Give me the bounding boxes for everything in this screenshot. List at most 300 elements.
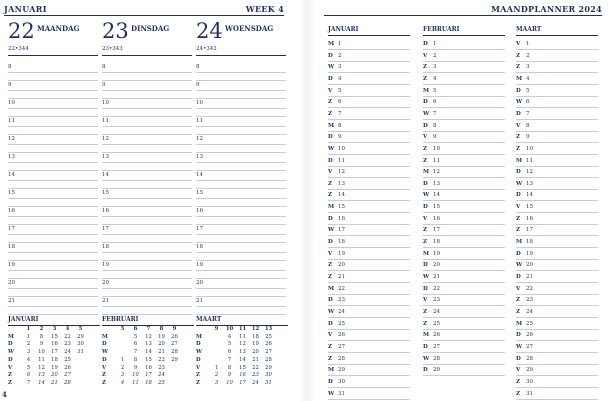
planner-day-row[interactable] — [328, 97, 410, 109]
week-number: 5 — [78, 326, 83, 332]
hour-slot[interactable] — [102, 82, 192, 100]
hour-slot[interactable] — [102, 262, 192, 280]
hour-slot[interactable] — [102, 64, 192, 82]
date-cell[interactable]: 8 — [227, 364, 232, 371]
date-cell[interactable]: 5 — [227, 341, 232, 348]
hour-slot[interactable] — [8, 100, 98, 118]
date-cell[interactable]: 19 — [252, 341, 259, 348]
planner-day-row[interactable] — [328, 39, 410, 51]
planner-day-row[interactable] — [516, 249, 598, 261]
date-cell[interactable]: 13 — [38, 372, 45, 379]
planner-day-row[interactable] — [516, 86, 598, 98]
planner-day-row[interactable] — [423, 354, 505, 366]
weekday-initial: W — [423, 110, 430, 117]
day-number: 6 — [338, 99, 342, 106]
date-cell[interactable]: 21 — [158, 349, 165, 356]
planner-day-row[interactable] — [328, 295, 410, 307]
hour-slot[interactable] — [102, 226, 192, 244]
planner-day-row[interactable] — [328, 330, 410, 342]
planner-day-row[interactable] — [516, 144, 598, 156]
mini-calendar-row — [196, 372, 275, 380]
date-cell[interactable]: 3 — [120, 372, 125, 379]
date-cell[interactable]: 2 — [26, 341, 31, 348]
date-cell[interactable]: 31 — [265, 379, 272, 386]
day-number: 15 — [338, 204, 345, 211]
planner-day-row[interactable] — [516, 295, 598, 307]
hour-slot[interactable] — [8, 172, 98, 190]
hour-slot[interactable] — [196, 244, 286, 262]
date-cell[interactable]: 8 — [133, 356, 138, 363]
date-cell[interactable]: 14 — [239, 356, 246, 363]
hour-slot[interactable] — [196, 64, 286, 82]
date-cell[interactable]: 31 — [77, 349, 84, 356]
planner-day-row[interactable] — [423, 97, 505, 109]
hour-slot[interactable] — [102, 280, 192, 298]
hour-slot[interactable] — [196, 172, 286, 190]
hour-label: 17 — [8, 226, 15, 232]
date-cell[interactable]: 24 — [64, 349, 71, 356]
planner-day-row[interactable] — [423, 365, 505, 377]
planner-day-row[interactable] — [516, 202, 598, 214]
date-cell[interactable]: 15 — [239, 364, 246, 371]
date-cell[interactable]: 17 — [145, 372, 152, 379]
planner-day-row[interactable] — [328, 237, 410, 249]
date-cell[interactable]: 26 — [265, 341, 272, 348]
hour-slot[interactable] — [102, 118, 192, 136]
planner-day-row[interactable] — [423, 307, 505, 319]
hour-slot[interactable] — [8, 190, 98, 208]
half-hour-line — [196, 80, 286, 81]
weekday-initial: Z — [423, 227, 428, 234]
hour-slot[interactable] — [196, 118, 286, 136]
hour-label: 15 — [102, 190, 109, 196]
date-cell[interactable]: 21 — [51, 379, 58, 386]
day-number: 2 — [433, 52, 437, 59]
planner-day-row[interactable] — [516, 109, 598, 121]
hour-slot[interactable] — [196, 208, 286, 226]
planner-day-row[interactable] — [328, 284, 410, 296]
date-cell[interactable]: 23 — [64, 341, 71, 348]
weekday-initial: V — [328, 169, 333, 176]
planner-day-row[interactable] — [423, 109, 505, 121]
hour-line — [102, 288, 192, 289]
date-cell[interactable] — [210, 357, 223, 365]
date-cell[interactable]: 25 — [64, 356, 71, 363]
hour-slot[interactable] — [8, 226, 98, 244]
date-cell[interactable]: 1 — [26, 333, 31, 340]
day-number: 9 — [338, 134, 342, 141]
weekday-initial: Z — [423, 239, 428, 246]
planner-day-row[interactable] — [423, 86, 505, 98]
planner-day-row[interactable] — [423, 202, 505, 214]
planner-day-row[interactable] — [328, 156, 410, 168]
month-planner-page — [316, 0, 610, 401]
planner-day-row[interactable] — [423, 121, 505, 133]
hour-slot[interactable] — [196, 100, 286, 118]
planner-day-row[interactable] — [516, 51, 598, 63]
date-cell[interactable]: 22 — [158, 356, 165, 363]
day-number: 10 — [526, 145, 533, 152]
planner-day-row[interactable] — [423, 190, 505, 202]
planner-day-row[interactable] — [516, 354, 598, 366]
planner-day-row[interactable] — [516, 74, 598, 86]
date-cell[interactable]: 27 — [171, 341, 178, 348]
weekday-initial: D — [423, 122, 428, 129]
date-cell[interactable] — [210, 349, 223, 357]
date-cell[interactable]: 19 — [158, 333, 165, 340]
hour-slot[interactable] — [196, 136, 286, 154]
day-number: 11 — [526, 157, 533, 164]
hour-slot[interactable] — [196, 262, 286, 280]
date-cell[interactable] — [74, 357, 87, 365]
date-cell[interactable]: 9 — [133, 364, 138, 371]
hour-slot[interactable] — [102, 136, 192, 154]
hour-slot[interactable] — [8, 298, 98, 316]
planner-day-row[interactable] — [328, 132, 410, 144]
planner-day-row[interactable] — [328, 365, 410, 377]
planner-day-row[interactable] — [423, 330, 505, 342]
hour-slot[interactable] — [102, 100, 192, 118]
date-cell[interactable]: 9 — [39, 341, 44, 348]
planner-day-row[interactable] — [516, 62, 598, 74]
date-cell[interactable]: 28 — [265, 356, 272, 363]
planner-day-row[interactable] — [328, 179, 410, 191]
date-cell[interactable]: 26 — [64, 364, 71, 371]
hour-line — [102, 72, 192, 73]
date-cell[interactable]: 27 — [64, 372, 71, 379]
planner-day-row[interactable] — [423, 249, 505, 261]
planner-day-row[interactable] — [516, 214, 598, 226]
date-cell[interactable]: 2 — [120, 364, 125, 371]
planner-day-row[interactable] — [516, 330, 598, 342]
planner-day-row[interactable] — [423, 167, 505, 179]
hour-slot[interactable] — [196, 298, 286, 316]
date-cell[interactable]: 29 — [265, 364, 272, 371]
planner-day-row[interactable] — [516, 260, 598, 272]
planner-day-row[interactable] — [423, 74, 505, 86]
day-number: 18 — [526, 239, 533, 246]
date-cell[interactable]: 25 — [265, 333, 272, 340]
hour-slot[interactable] — [8, 244, 98, 262]
planner-day-row[interactable] — [423, 342, 505, 354]
date-cell[interactable]: 12 — [239, 341, 246, 348]
month-heading: JANUARI — [4, 4, 47, 14]
planner-day-row[interactable] — [516, 156, 598, 168]
date-cell[interactable]: 5 — [133, 333, 138, 340]
planner-day-row[interactable] — [328, 377, 410, 389]
planner-day-row[interactable] — [516, 167, 598, 179]
planner-day-row[interactable] — [516, 237, 598, 249]
date-cell[interactable]: 22 — [252, 364, 259, 371]
planner-day-row[interactable] — [516, 190, 598, 202]
planner-day-row[interactable] — [423, 237, 505, 249]
hour-slot[interactable] — [102, 190, 192, 208]
day-number: 11 — [433, 157, 440, 164]
planner-day-row[interactable] — [328, 260, 410, 272]
planner-day-row[interactable] — [328, 121, 410, 133]
hour-label: 11 — [196, 118, 203, 124]
date-cell[interactable]: 30 — [77, 341, 84, 348]
day-number: 6 — [526, 99, 530, 106]
hour-slot[interactable] — [102, 244, 192, 262]
date-cell[interactable]: 14 — [145, 349, 152, 356]
planner-day-row[interactable] — [328, 109, 410, 121]
weekday-initial: D — [516, 192, 521, 199]
date-cell[interactable] — [168, 372, 181, 380]
date-cell[interactable]: 8 — [39, 333, 44, 340]
date-cell[interactable]: 6 — [133, 341, 138, 348]
date-cell[interactable]: 20 — [51, 372, 58, 379]
planner-day-row[interactable] — [328, 62, 410, 74]
hour-slot[interactable] — [102, 208, 192, 226]
day-number: 22 — [526, 285, 533, 292]
date-cell[interactable]: 10 — [38, 349, 45, 356]
hour-slot[interactable] — [8, 154, 98, 172]
date-cell[interactable] — [210, 334, 223, 342]
date-cell[interactable]: 16 — [51, 341, 58, 348]
weekday-initial: M — [516, 157, 523, 164]
hour-label: 12 — [102, 136, 109, 142]
planner-day-row[interactable] — [328, 190, 410, 202]
hour-slot[interactable] — [196, 154, 286, 172]
date-cell[interactable]: 12 — [38, 364, 45, 371]
hour-slot[interactable] — [102, 298, 192, 316]
date-cell[interactable]: 19 — [51, 364, 58, 371]
week-number: 12 — [251, 326, 260, 332]
date-cell[interactable]: 6 — [26, 372, 31, 379]
day-number: 4 — [526, 75, 530, 82]
planner-day-row[interactable] — [328, 307, 410, 319]
planner-day-row[interactable] — [516, 121, 598, 133]
date-cell[interactable]: 11 — [239, 333, 246, 340]
date-cell[interactable]: 29 — [171, 356, 178, 363]
hour-label: 8 — [196, 64, 200, 70]
date-cell[interactable]: 17 — [239, 379, 246, 386]
planner-day-row[interactable] — [328, 51, 410, 63]
hour-label: 15 — [196, 190, 203, 196]
planner-day-row[interactable] — [328, 202, 410, 214]
date-cell[interactable] — [116, 349, 129, 357]
date-cell[interactable]: 13 — [145, 341, 152, 348]
date-cell[interactable]: 9 — [227, 372, 232, 379]
hour-slot[interactable] — [8, 136, 98, 154]
date-cell[interactable]: 7 — [227, 356, 232, 363]
date-cell[interactable]: 11 — [132, 379, 139, 386]
hour-label: 13 — [196, 154, 203, 160]
half-hour-line — [102, 170, 192, 171]
weekday-initial: V — [102, 364, 107, 371]
date-cell[interactable]: 15 — [51, 333, 58, 340]
date-cell[interactable]: 7 — [26, 379, 31, 386]
date-cell[interactable]: 23 — [252, 372, 259, 379]
planner-day-row[interactable] — [423, 51, 505, 63]
planner-day-row[interactable] — [423, 272, 505, 284]
planner-day-row[interactable] — [516, 225, 598, 237]
date-cell[interactable]: 10 — [132, 372, 139, 379]
date-cell[interactable]: 5 — [26, 364, 31, 371]
weekday-initial: D — [423, 367, 428, 374]
date-cell[interactable]: 29 — [77, 333, 84, 340]
date-cell[interactable]: 1 — [120, 356, 125, 363]
planner-day-row[interactable] — [516, 97, 598, 109]
date-cell[interactable]: 12 — [145, 333, 152, 340]
date-cell[interactable] — [168, 365, 181, 373]
date-cell[interactable]: 11 — [38, 356, 45, 363]
planner-day-row[interactable] — [328, 389, 410, 401]
date-cell[interactable]: 3 — [214, 379, 219, 386]
hour-slot[interactable] — [8, 208, 98, 226]
date-cell[interactable]: 1 — [214, 364, 219, 371]
weekday-initial: V — [516, 204, 521, 211]
hour-slot[interactable] — [8, 82, 98, 100]
day-number: 30 — [338, 378, 345, 385]
hour-slot[interactable] — [196, 82, 286, 100]
date-cell[interactable]: 20 — [252, 349, 259, 356]
day-number: 28 — [526, 355, 533, 362]
date-cell[interactable]: 28 — [64, 379, 71, 386]
hour-label: 20 — [196, 280, 203, 286]
planner-day-row[interactable] — [516, 342, 598, 354]
hour-line — [102, 108, 192, 109]
date-cell[interactable] — [74, 365, 87, 373]
hour-slot[interactable] — [102, 154, 192, 172]
planner-day-row[interactable] — [328, 86, 410, 98]
corner-cell — [196, 326, 210, 334]
hour-label: 13 — [8, 154, 15, 160]
date-cell[interactable] — [210, 341, 223, 349]
hour-line — [196, 126, 286, 127]
planner-day-row[interactable] — [423, 260, 505, 272]
date-cell[interactable]: 20 — [158, 341, 165, 348]
date-cell[interactable]: 2 — [214, 372, 219, 379]
hour-slot[interactable] — [102, 172, 192, 190]
hour-label: 8 — [102, 64, 106, 70]
hour-slot[interactable] — [196, 226, 286, 244]
date-cell[interactable]: 27 — [265, 349, 272, 356]
date-cell[interactable]: 25 — [158, 379, 165, 386]
hour-line — [196, 234, 286, 235]
hour-label: 10 — [102, 100, 109, 106]
planner-day-row[interactable] — [516, 272, 598, 284]
date-cell[interactable]: 13 — [239, 349, 246, 356]
date-cell[interactable]: 24 — [158, 372, 165, 379]
weekday-initial: V — [8, 364, 13, 371]
planner-day-row[interactable] — [328, 225, 410, 237]
week-number-row — [102, 326, 181, 334]
date-cell[interactable]: 18 — [51, 356, 58, 363]
date-cell[interactable] — [116, 334, 129, 342]
mini-calendar-row — [196, 357, 275, 365]
planner-day-row[interactable] — [328, 342, 410, 354]
date-cell[interactable] — [168, 380, 181, 388]
date-cell[interactable] — [116, 341, 129, 349]
date-cell[interactable]: 3 — [26, 349, 31, 356]
planner-day-row[interactable] — [516, 389, 598, 401]
day-of-year-code: 22•344 — [8, 46, 29, 52]
date-cell[interactable]: 16 — [145, 364, 152, 371]
date-cell[interactable]: 22 — [64, 333, 71, 340]
planner-day-row[interactable] — [328, 272, 410, 284]
date-cell[interactable]: 14 — [38, 379, 45, 386]
planner-day-row[interactable] — [328, 319, 410, 331]
hour-slot[interactable] — [196, 190, 286, 208]
planner-day-row[interactable] — [423, 214, 505, 226]
date-cell[interactable]: 30 — [265, 372, 272, 379]
day-number: 18 — [338, 239, 345, 246]
date-cell[interactable] — [74, 372, 87, 380]
planner-day-row[interactable] — [423, 284, 505, 296]
date-cell[interactable]: 6 — [227, 349, 232, 356]
date-cell[interactable]: 17 — [51, 349, 58, 356]
planner-day-row[interactable] — [516, 377, 598, 389]
hour-slot[interactable] — [196, 280, 286, 298]
hour-slot[interactable] — [8, 64, 98, 82]
date-cell[interactable]: 7 — [133, 349, 138, 356]
date-cell[interactable]: 18 — [145, 379, 152, 386]
weekday-initial: D — [328, 52, 333, 59]
hour-label: 14 — [8, 172, 15, 178]
planner-day-row[interactable] — [423, 132, 505, 144]
planner-day-row[interactable] — [516, 319, 598, 331]
planner-day-row[interactable] — [423, 144, 505, 156]
planner-day-row[interactable] — [516, 39, 598, 51]
planner-day-row[interactable] — [516, 132, 598, 144]
date-cell[interactable]: 18 — [252, 333, 259, 340]
planner-day-row[interactable] — [516, 284, 598, 296]
planner-day-row[interactable] — [328, 74, 410, 86]
planner-day-row[interactable] — [423, 179, 505, 191]
date-cell[interactable]: 16 — [239, 372, 246, 379]
writing-line — [516, 399, 598, 400]
date-cell[interactable]: 28 — [171, 349, 178, 356]
planner-day-row[interactable] — [516, 365, 598, 377]
planner-day-row[interactable] — [423, 295, 505, 307]
date-cell[interactable]: 10 — [226, 379, 233, 386]
date-cell[interactable]: 4 — [26, 356, 31, 363]
weekday-initial: M — [328, 367, 335, 374]
date-cell[interactable] — [74, 380, 87, 388]
planner-day-row[interactable] — [516, 179, 598, 191]
planner-day-row[interactable] — [328, 144, 410, 156]
planner-day-row[interactable] — [328, 354, 410, 366]
planner-day-row[interactable] — [423, 156, 505, 168]
date-cell[interactable]: 24 — [252, 379, 259, 386]
day-name: WOENSDAG — [225, 24, 274, 33]
date-cell[interactable]: 21 — [252, 356, 259, 363]
date-cell[interactable]: 15 — [145, 356, 152, 363]
planner-day-row[interactable] — [423, 319, 505, 331]
hour-slot[interactable] — [8, 118, 98, 136]
weekday-initial: W — [328, 308, 335, 315]
date-cell[interactable]: 4 — [227, 333, 232, 340]
weekday-initial: Z — [516, 145, 521, 152]
hour-slot[interactable] — [8, 262, 98, 280]
planner-day-row[interactable] — [328, 214, 410, 226]
date-cell[interactable]: 26 — [171, 333, 178, 340]
date-cell[interactable]: 4 — [120, 379, 125, 386]
planner-day-row[interactable] — [423, 39, 505, 51]
planner-day-row[interactable] — [516, 307, 598, 319]
planner-day-row[interactable] — [328, 167, 410, 179]
date-cell[interactable]: 23 — [158, 364, 165, 371]
weekday-initial: Z — [328, 192, 333, 199]
weekday-initial: V — [423, 52, 428, 59]
hour-line — [196, 144, 286, 145]
planner-day-row[interactable] — [423, 62, 505, 74]
hour-slot[interactable] — [8, 280, 98, 298]
planner-day-row[interactable] — [423, 225, 505, 237]
planner-day-row[interactable] — [328, 249, 410, 261]
